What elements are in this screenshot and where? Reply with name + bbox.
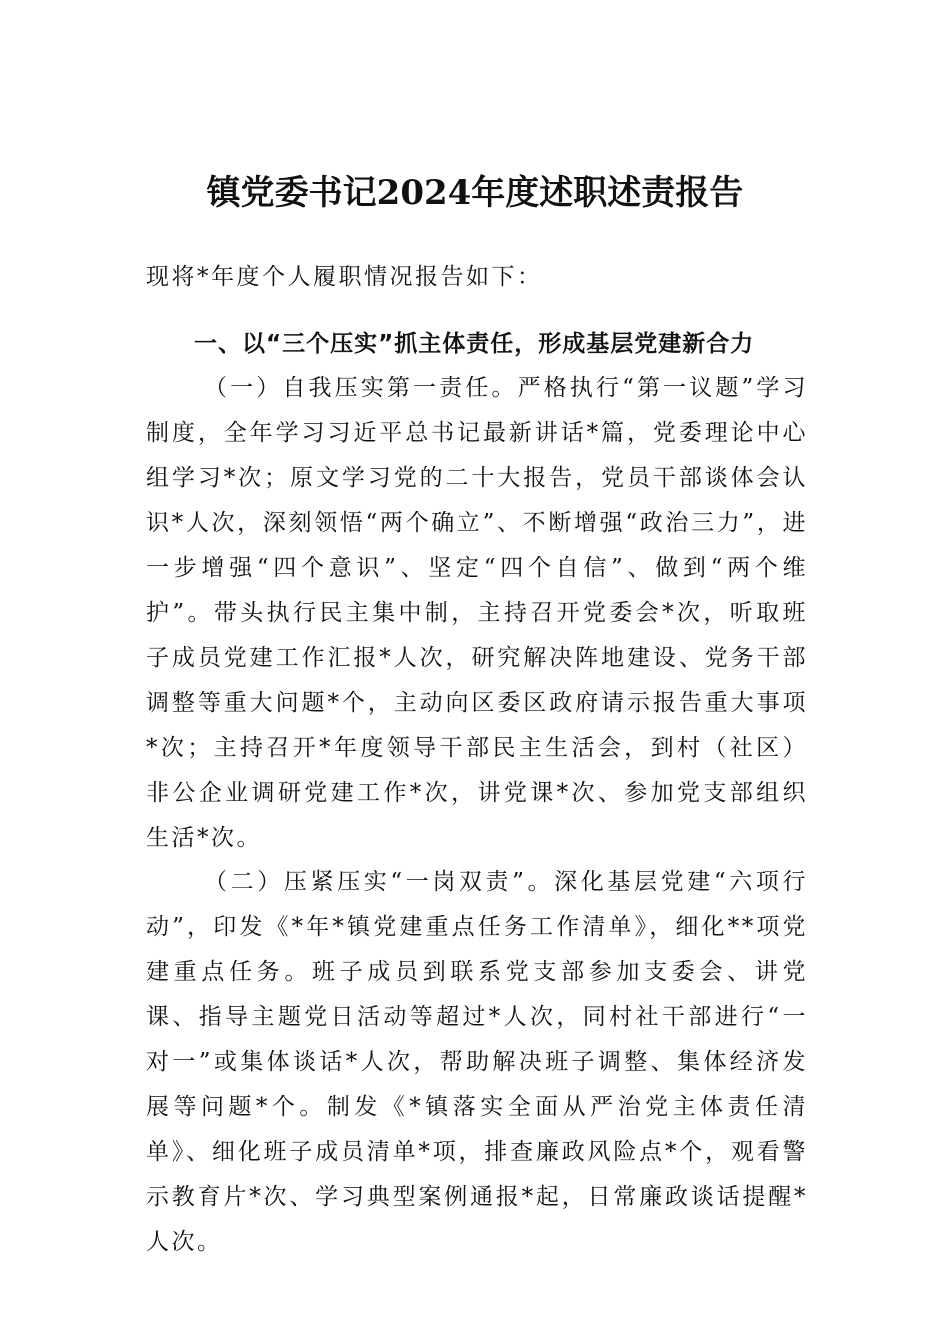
document-title: 镇党委书记2024年度述职述责报告 xyxy=(206,173,744,213)
paragraph-2-text: 深化基层党建“六项行动”，印发《*年*镇党建重点任务工作清单》，细化**项党建重点任务。班子成员到联系党支部参加支委会、讲党课、指导主题党日活动等超过*人次，同村社干部进行“一对一”或集体谈话*人次，帮助解决班子调整、集体经济发展等问题*个。制发《*镇落实全面从严治党主体责任清单》、细化班子成员清单*项，排查廉政风险点*个，观看警示教育片*次、学习典型案例通报*起，日常廉政谈话提醒*人次。 xyxy=(146,869,808,1255)
section-heading: 一、以“三个压实”抓主体责任，形成基层党建新合力 xyxy=(194,331,755,357)
paragraph-1-subheading: （一）自我压实第一责任。 xyxy=(204,375,518,401)
paragraph-2 xyxy=(146,860,808,1265)
paragraph-1-text: 严格执行“第一议题”学习制度，全年学习习近平总书记最新讲话*篇，党委理论中心组学习*次；原文学习党的二十大报告，党员干部谈体会认识*人次，深刻领悟“两个确立”、不断增强“政治三力”，进一步增强“四个意识”、坚定“四个自信”、做到“两个维护”。带头执行民主集中制，主持召开党委会*次，听取班子成员党建工作汇报*人次，研究解决阵地建设、党务干部调整等重大问题*个，主动向区委区政府请示报告重大事项*次；主持召开*年度领导干部民主生活会，到村（社区）非公企业调研党建工作*次，讲党课*次、参加党支部组织生活*次。 xyxy=(146,375,808,851)
paragraph-2-subheading: （二）压紧压实“一岗双责”。 xyxy=(204,869,555,895)
intro-paragraph: 现将*年度个人履职情况报告如下： xyxy=(146,264,543,290)
paragraph-1 xyxy=(146,366,808,861)
